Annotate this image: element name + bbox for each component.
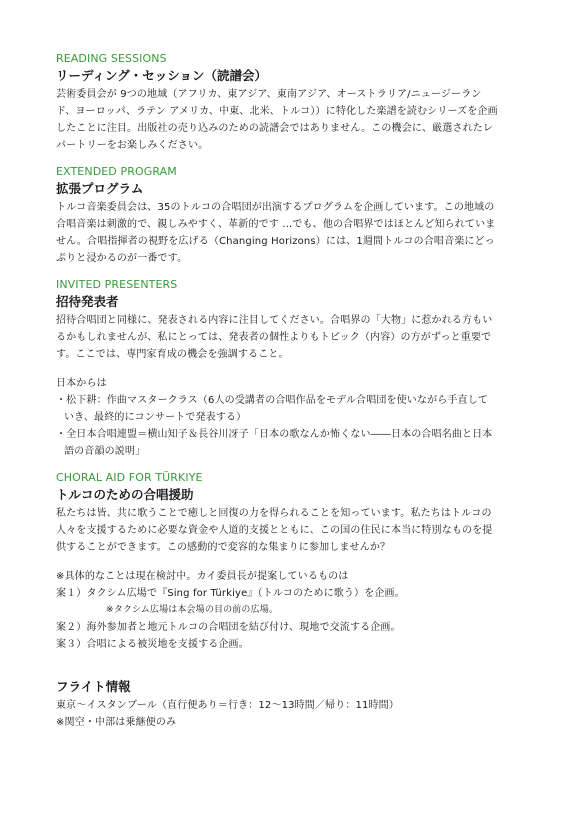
section-body <box>56 697 536 731</box>
choral-aid-section <box>56 471 536 653</box>
reading-sessions-section <box>56 52 536 154</box>
section-heading-japanese: リーディング・セッション（読譜会） <box>56 68 268 83</box>
section-heading-english: READING SESSIONS <box>56 52 167 65</box>
section-body <box>56 312 536 460</box>
proposal-subnote: ※タクシム広場は本会場の目の前の広場。 <box>106 605 279 615</box>
body-line: るかもしれませんが、私にとっては、発表者の個性よりもトピック（内容）の方がずっと重要で <box>56 332 492 343</box>
section-heading-english: INVITED PRESENTERS <box>56 278 178 291</box>
presenter-bullet-continuation: いき、最終的にコンサートで発表する） <box>64 412 247 423</box>
body-line: 供することができます。この感動的で変容的な集まりに参加しませんか？ <box>56 542 391 553</box>
proposal-item: 案２）海外参加者と地元トルコの合唱団を結び付け、現地で交流する企画。 <box>56 622 401 633</box>
document-page <box>56 52 536 731</box>
section-heading-english: CHORAL AID FOR TÜRKIYE <box>56 471 203 484</box>
section-body <box>56 86 536 154</box>
section-heading-english: EXTENDED PROGRAM <box>56 165 177 178</box>
body-line: トルコ音楽委員会は、35のトルコの合唱団が出演するプログラムを企画しています。この地域の <box>56 202 495 213</box>
japan-presenters-heading: 日本からは <box>56 378 107 389</box>
body-line: ド、ヨーロッパ、ラテン アメリカ、中東、北米、トルコ））に特化した楽譜を読むシリーズを企画 <box>56 106 498 117</box>
presenter-bullet-continuation: 語の音韻の説明」 <box>64 446 146 457</box>
body-line: したことに注目。出版社の売り込みのための読譜会ではありません。この機会に、厳選されたレ <box>56 123 494 134</box>
body-line: す。ここでは、専門家育成の機会を強調すること。 <box>56 349 289 360</box>
presenter-bullet: ・全日本合唱連盟＝横山知子＆長谷川冴子「日本の歌なんか怖くない――日本の合唱名曲と日本 <box>56 429 493 440</box>
body-line: 合唱音楽は刺激的で、親しみやすく、革新的です …でも、他の合唱界ではほとんど知られていま <box>56 219 496 230</box>
section-body <box>56 505 536 653</box>
extended-program-section <box>56 165 536 267</box>
section-heading-japanese: トルコのための合唱援助 <box>56 487 194 502</box>
flight-info-section <box>56 679 536 731</box>
proposal-note: ※具体的なことは現在検討中。カイ委員長が提案しているものは <box>56 571 349 582</box>
body-line: せん。合唱指揮者の視野を広げる（Changing Horizons）には、1週間トルコの合唱音楽にどっ <box>56 236 495 247</box>
body-line: 招待合唱団と同様に、発表される内容に注目してください。合唱界の「大物」に惹かれる方もい <box>56 315 493 326</box>
body-line: 私たちは皆、共に歌うことで癒しと回復の力を得られることを知っています。私たちはトルコの <box>56 508 492 519</box>
body-line: ぷりと浸かるのが一番です。 <box>56 253 188 264</box>
section-heading-japanese: フライト情報 <box>56 679 131 694</box>
proposal-item: 案１）タクシム広場で『Sing for Türkiye』（トルコのために歌う）を企画。 <box>56 588 405 599</box>
section-heading-japanese: 拡張プログラム <box>56 181 144 196</box>
flight-route-line: 東京〜イスタンブール（直行便あり＝行き：12〜13時間／帰り：11時間） <box>56 700 399 711</box>
invited-presenters-section <box>56 278 536 460</box>
section-body <box>56 199 536 267</box>
body-line: 芸術委員会が 9つの地域（アフリカ、東アジア、東南アジア、オーストラリア/ニュージーラン <box>56 89 482 100</box>
proposal-item: 案３）合唱による被災地を支援する企画。 <box>56 639 249 650</box>
body-line: パートリーをお楽しみください。 <box>56 140 209 151</box>
section-heading-japanese: 招待発表者 <box>56 294 119 309</box>
flight-note-line: ※関空・中部は乗継便のみ <box>56 717 177 728</box>
presenter-bullet: ・松下耕：作曲マスタークラス（6人の受講者の合唱作品をモデル合唱団を使いながら手直して <box>56 395 489 406</box>
body-line: 人々を支援するために必要な資金や人道的支援とともに、この国の住民に本当に特別なものを提 <box>56 525 493 536</box>
